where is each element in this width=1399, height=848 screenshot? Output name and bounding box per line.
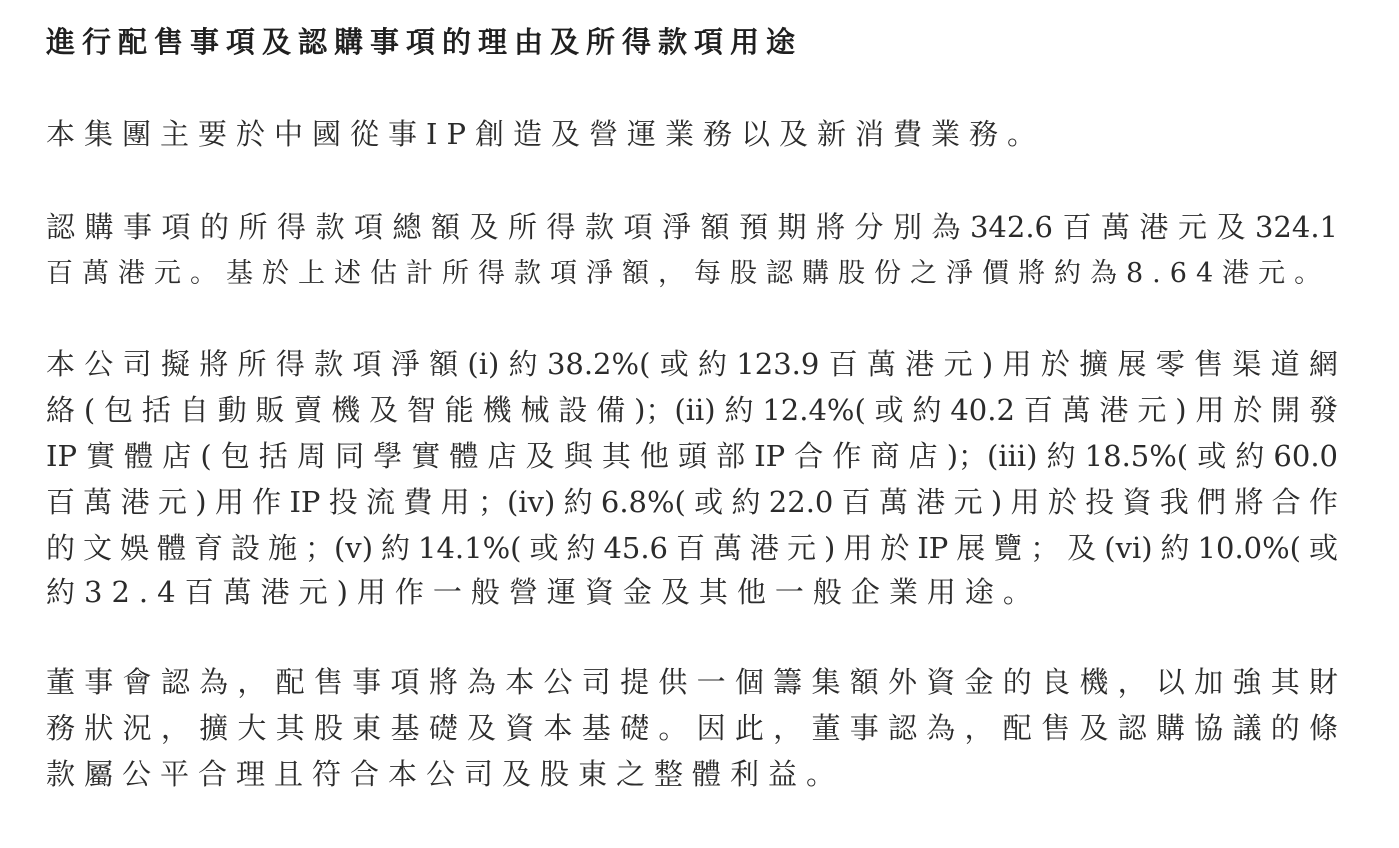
paragraph-board-line-2: 務狀況，擴大其股東基礎及資本基礎。因此，董事認為，配售及認購協議的條 (46, 711, 1338, 745)
paragraph-use-line-5: 的文娛體育設施；(v)約14.1%(或約45.6百萬港元)用於IP展覽；及(vi)約10.0%(或 (46, 531, 1338, 565)
paragraph-board-line-3: 款屬公平合理且符合本公司及股東之整體利益。 (46, 757, 845, 791)
paragraph-use-line-6: 約32.4百萬港元)用作一般營運資金及其他一般企業用途。 (46, 575, 1041, 609)
paragraph-business-line-1: 本集團主要於中國從事IP創造及營運業務以及新消費業務。 (46, 117, 1045, 151)
paragraph-use-line-2: 絡(包括自動販賣機及智能機械設備)；(ii)約12.4%(或約40.2百萬港元)用於開發 (46, 393, 1338, 427)
paragraph-board-line-1: 董事會認為，配售事項將為本公司提供一個籌集額外資金的良機，以加強其財 (46, 665, 1338, 699)
paragraph-proceeds-line-1: 認購事項的所得款項總額及所得款項淨額預期將分別為342.6百萬港元及324.1 (46, 210, 1338, 244)
paragraph-use-line-1: 本公司擬將所得款項淨額(i)約38.2%(或約123.9百萬港元)用於擴展零售渠道網 (46, 347, 1338, 381)
paragraph-proceeds-line-2: 百萬港元。基於上述估計所得款項淨額，每股認購股份之淨價將約為8.64港元。 (46, 258, 1331, 289)
paragraph-use-line-4: 百萬港元)用作IP投流費用；(iv)約6.8%(或約22.0百萬港元)用於投資我們將合作 (46, 485, 1338, 519)
paragraph-use-line-3: IP實體店(包括周同學實體店及與其他頭部IP合作商店)；(iii)約18.5%(或約60.0 (46, 439, 1338, 473)
section-heading: 進行配售事項及認購事項的理由及所得款項用途 (46, 25, 803, 59)
